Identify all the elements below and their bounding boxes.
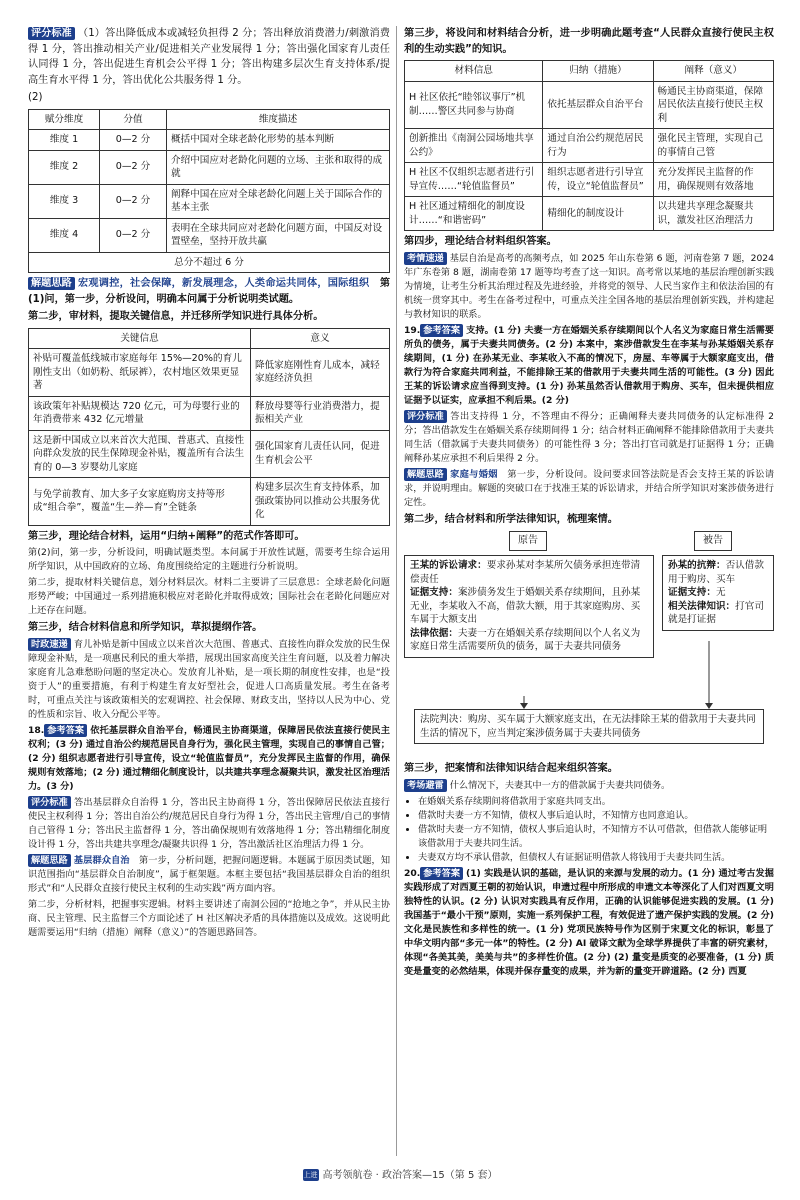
q19-idea: 解题思路 家庭与婚姻 第一步，分析设问。设问要求回答法院是否会支持王某的诉讼请求，并说明理由。解题的突破口在于找准王某的诉讼请求，并结合所学知识对案涉债务进行定性。 <box>404 468 775 508</box>
news-brief: 时政速递 育儿补贴是新中国成立以来首次大范围、普惠式、直接性向群众发放的民生保障现金补贴，是一项惠民利民的重大举措，展现出国家高度关注生育问题，以及着力解决家庭育儿急难愁盼问题的坚定决心。发放育儿补贴，是一项长期的制度性安排，也是“投资于人”的重要措施，有利于构建生育友好型社会，促进人口高质量发展。考生在备考时，可重点关注与该政策相关的宏观调控、社会保障、财政支出，坚持以人民为中心、党的性质和宗旨、收入分配公平等。 <box>28 638 390 720</box>
dimension-table <box>28 109 390 274</box>
q18-scoring: 评分标准 答出基层群众自治得 1 分，答出民主协商得 1 分，答出保障居民依法直接行使民主权利得 1 分；答出自治公约/规范居民自身行为得 1 分，答出民主管理/自己的事情自己管得 1 分；答出民主监督得 1 分，答出确保规则有效落地得 1 分；答出精细化制度设计得 1 分，答出共建共享理念/凝聚共识得 1 分，答出激活社区治理活力得 1 分。 <box>28 796 390 850</box>
table-row: 维度 2 0—2 分 介绍中国应对老龄化问题的立场、主张和取得的成就 <box>29 150 390 184</box>
tag-avoid-pitfall: 考场避雷 <box>404 779 447 792</box>
list-item: • 在婚姻关系存续期间将借款用于家庭共同支出。 <box>418 795 774 809</box>
tag-reference-answer: 参考答案 <box>44 724 87 737</box>
q18-idea: 解题思路 基层群众自治 第一步，分析问题，把握问题逻辑。本题属于原因类试题，知识范围指向“基层群众自治制度”，属于框架题。本框主要包括“我国基层群众自治的组织形式”和“人民群众直接行使民主权利的生动实践”两方面内容。 <box>28 854 391 894</box>
defendant-label: 被告 <box>694 531 732 551</box>
q2-step1: 第(2)问，第一步，分析设问，明确试题类型。本问属于开放性试题，需要考生综合运用所学知识，从中国政府的立场、角度围绕给定的主题进行分析说明。 <box>28 547 390 572</box>
q2-step2: 第二步，提取材料关键信息，划分材料层次。材料二主要讲了三层意思：全球老龄化问题形势严峻；中国通过一系列措施积极应对老龄化并取得成效；国际社会在老龄化问题应对上还存在问题。 <box>28 577 390 616</box>
tag-news-brief: 时政速递 <box>28 638 71 651</box>
table-row: 维度 4 0—2 分 表明在全球共同应对老龄化问题方面，中国反对设置壁垒，坚持开放共赢 <box>29 218 390 252</box>
diagram-arrows <box>404 531 774 739</box>
scoring-standard-q17-1: 评分标准 （1）答出降低成本或减轻负担得 2 分；答出释放消费潜力/刺激消费得 1 分，答出推动相关产业/促进相关产业发展得 1 分；答出强化国家育儿责任认同得 1 分，答出促进生育机会公平得 1 分；答出构建多层次生育支持体系/提高生育水平得 1 分，答出优化公共服务得 1 分。 <box>28 28 390 86</box>
list-item: • 夫妻双方均不承认借款，但债权人有证据证明借款人将钱用于夫妻共同生活。 <box>418 851 774 865</box>
table-row: 补贴可覆盖低线城市家庭每年 15%—20%的育儿刚性支出（如奶粉、纸尿裤），农村地区效果更显著 降低家庭刚性育儿成本，减轻家庭经济负担 <box>29 349 390 397</box>
exam-brief: 考情速递 基层自治是高考的高频考点，如 2025 年山东卷第 6 题，河南卷第 7 题，2024 年广东卷第 8 题，湖南卷第 17 题等均考查了这一知识。高考常以某地的基层治理创新实践为情境，让考生分析其治理过程及先进经验，并将党的领导、人民当家作主和依法治国的有机统一贯穿其中。考生在备考过程中，可重点关注全国各地的基层治理创新实践，并构建起与教材知识的联系。 <box>404 252 774 320</box>
plaintiff-box: 王某的诉讼请求：要求孙某对李某所欠债务承担连带清偿责任 证据支持：案涉债务发生于婚姻关系存续期间，且孙某无业，李某收入不高，借款大额，用于其家庭购房、买车属于大额支出 法律依据：夫妻一方在婚姻关系存续期间以个人名义为家庭日常生活需要所负的债务，属于夫妻共同债务 <box>404 555 654 658</box>
tag-scoring-standard: 评分标准 <box>28 27 75 40</box>
table-row <box>29 252 390 273</box>
table-row: H 社区依托“睦邻议事厅”机制……警区共同参与协商 依托基层群众自治平台 畅通民主协商渠道，保障居民依法直接行使民主权利 <box>405 81 774 129</box>
table-row: 维度 1 0—2 分 概括中国对全球老龄化形势的基本判断 <box>29 130 390 151</box>
list-item: • 借款时夫妻一方不知情，债权人事后追认时，不知情方不认可借款，但借款人能够证明该借款用于夫妻共同生活。 <box>418 823 774 851</box>
q19-answer: 19. 参考答案 支持。(1 分) 夫妻一方在婚姻关系存续期间以个人名义为家庭日常生活需要所负的债务，属于夫妻共同债务。(2 分) 本案中，案涉借款发生在李某与孙某婚姻关系存续期间，(1 分) 在孙某无业、李某收入不高的情况下，房屋、车等属于大额家庭支出，借款行为符合家庭共同利益，不能排除王某的借款用于夫妻共同生活的可能性。(3 分) 因此王某的诉讼请求应当得到支持。(1 分) 孙某虽然否认借款用于购房、买车，但未提供相应证据予以证实，应承担不利后果。(2 分) <box>404 324 774 406</box>
step-3b-text: 第三步，将设问和材料结合分析，进一步明确此题考查“人民群众直接行使民主权利的生动实践”的知识。 <box>404 28 774 55</box>
material-table: 材料信息 归纳（措施） 阐释（意义） H 社区依托“睦邻议事厅”机制……警区共同参与协商 依托基层群众自治平台 畅通民主协商渠道，保障居民依法直接行使民主权利 创新推出《南洞公园场地共享公约》 通过自治公约规范居民行为 强化民主管理，实现自己的事情自己管 H 社区不仅组织志愿者进行引导宣传……“轮值监督员” 组织志愿者进行引导宣传，设立“轮值监督员” 充分发挥民主监督的作用，确保规则有效落地 H 社区通过精细化的制度设计……“和谐密码” 精细化的制度设计 以共建共享理念凝聚共识，激发社区治理活力 <box>404 60 774 231</box>
dim-header-2: 维度描述 <box>167 109 390 130</box>
tag-reference-answer: 参考答案 <box>420 867 463 880</box>
plaintiff-label: 原告 <box>509 531 547 551</box>
q20-answer: 20. 参考答案 (1) 实践是认识的基础，是认识的来源与发展的动力。(1 分) 通过考古发掘实践形成了对西夏王朝的初始认识，申遗过程中所形成的申遗文本等深化了人们对西夏文明独特性的认识。(2 分) 认识对实践具有反作用，正确的认识能够促进实践的发展。(1 分) 我国基于“最小干预”原则，实施一系列保护工程，有效促进了遗产保护实践的发展。(2 分) 文化是民族性和多样性的统一。(1 分) 党项民族特号作为区别于宋夏文化的标识，彰显了中华文明内部“多元一体”的特性。(2 分) AI 破译文献为全球学界提供了丰富的研究素材，体现“各美其美，美美与共”的多样性价值。(2 分) (2) 量变是质变的必要准备，(1 分) 质变是量变的必然结果，体现并保存量变的成果，并为新的量变开辟道路。(2 分) 西夏 <box>404 867 775 977</box>
page-footer <box>0 1168 800 1184</box>
dim-header-0: 赋分维度 <box>29 109 100 130</box>
table-row: 这是新中国成立以来首次大范围、普惠式、直接性向群众发放的民生保障现金补贴，覆盖所有合法生育的 0—3 岁婴幼儿家庭 强化国家育儿责任认同，促进生育机会公平 <box>29 430 390 478</box>
q2-step3: 第三步，结合材料信息和所学知识，草拟提纲作答。 <box>28 622 263 633</box>
avoid-pitfall: 考场避雷 什么情况下，夫妻其中一方的借款属于夫妻共同债务。 <box>404 779 774 793</box>
footer-text: 高考领航卷 · 政治答案—15（第 5 套） <box>322 1170 498 1181</box>
q19-scoring: 评分标准 答出支持得 1 分，不答理由不得分；正确阐释夫妻共同债务的认定标准得 2 分；答出借款发生在婚姻关系存续期间得 1 分；结合材料正确阐释不能排除借款用于夫妻共同生活（借款属于夫妻共同债务）的可能性得 3 分；答出打官司就是打证据得 1 分；正确阐释孙某应承担不利后果得 2 分。 <box>404 410 774 464</box>
table-row: H 社区不仅组织志愿者进行引导宣传……“轮值监督员” 组织志愿者进行引导宣传，设立“轮值监督员” 充分发挥民主监督的作用，确保规则有效落地 <box>405 163 774 197</box>
table-row: 与免学前教育、加大多子女家庭购房支持等形成“组合拳”，覆盖“生—养—育”全链条 构建多层次生育支持体系，加强政策协同以推动公共服务优化 <box>29 478 390 526</box>
column-divider <box>396 26 397 1156</box>
dim-header-1: 分值 <box>100 109 167 130</box>
tag-solution-idea: 解题思路 <box>28 854 71 867</box>
solution-idea-q17: 解题思路 宏观调控，社会保障，新发展理念，人类命运共同体，国际组织 第(1)问，第一步，分析设问，明确本问属于分析说明类试题。 <box>28 278 391 305</box>
step-2-text: 第二步，审材料，提取关键信息，并迁移所学知识进行具体分析。 <box>28 311 324 322</box>
table-row: 创新推出《南洞公园场地共享公约》 通过自治公约规范居民行为 强化民主管理，实现自己的事情自己管 <box>405 129 774 163</box>
tag-exam-brief: 考情速递 <box>404 252 447 265</box>
q18-answer: 18. 参考答案 依托基层群众自治平台，畅通民主协商渠道，保障居民依法直接行使民主权利；(3 分) 通过自治公约规范居民自身行为，强化民主管理，实现自己的事情自己管；(2 分) 组织志愿者进行引导宣传，设立“轮值监督员”，充分发挥民主监督的作用，确保规则有效落地；(2 分) 通过精细化制度设计，以共建共享理念凝聚共识，激发社区治理活力。(3 分) <box>28 724 390 792</box>
idea-keywords: 宏观调控，社会保障，新发展理念，人类命运共同体，国际组织 <box>77 278 370 289</box>
left-column <box>28 26 390 942</box>
step-3c-text: 第三步，把案情和法律知识结合起来组织答案。 <box>404 763 618 774</box>
step-4-text: 第四步，理论结合材料组织答案。 <box>404 236 557 247</box>
defendant-box: 孙某的抗辩：否认借款用于购房、买车 证据支持：无 相关法律知识：打官司就是打证据 <box>662 555 774 631</box>
table-row: 该政策年补贴规模达 720 亿元，可为母婴行业的年消费带来 432 亿元增量 释放母婴等行业消费潜力，提振相关产业 <box>29 396 390 430</box>
verdict-box: 法院判决：购房、买车属于大额家庭支出，在无法排除王某的借款用于夫妻共同生活的情况下，应当判定案涉债务属于夫妻共同债务 <box>414 709 764 744</box>
tag-scoring-standard: 评分标准 <box>404 410 447 423</box>
tag-scoring-standard: 评分标准 <box>28 796 71 809</box>
tag-solution-idea: 解题思路 <box>404 468 447 481</box>
table-row: 维度 3 0—2 分 阐释中国在应对全球老龄化问题上关于国际合作的基本主张 <box>29 184 390 218</box>
case-diagram <box>404 531 774 739</box>
dim-total: 总分不超过 6 分 <box>29 252 390 273</box>
tag-reference-answer: 参考答案 <box>420 324 463 337</box>
q17-2-mark: (2) <box>28 92 43 103</box>
brand-logo: 上进 <box>303 1171 318 1179</box>
list-item: • 借款时夫妻一方不知情，债权人事后追认时，不知情方也同意追认。 <box>418 809 774 823</box>
tag-solution-idea: 解题思路 <box>28 277 75 290</box>
q18-idea-step2: 第二步，分析材料，把握事实逻辑。材料主要讲述了南洞公园的“抢地之争”，并从民主协商、民主管理、民主监督三个方面论述了 H 社区解决矛盾的具体措施以及成效。这说明此题需要运用“归纳（措施）阐释（意义）”的答题思路回答。 <box>28 898 390 938</box>
key-info-table: 关键信息 意义 补贴可覆盖低线城市家庭每年 15%—20%的育儿刚性支出（如奶粉、纸尿裤），农村地区效果更显著 降低家庭刚性育儿成本，减轻家庭经济负担 该政策年补贴规模达 720 亿元，可为母婴行业的年消费带来 432 亿元增量 释放母婴等行业消费潜力，提振相关产业 这是新中国成立以来首次大范围、普惠式、直接性向群众发放的民生保障现金补贴，覆盖所有合法生育的 0—3 岁婴幼儿家庭 强化国家育儿责任认同，促进生育机会公平 与免学前教育、加大多子女家庭购房支持等形成“组合拳”，覆盖“生—养—育”全链条 构建多层次生育支持体系，加强政策协同以推动公共服务优化 <box>28 328 390 526</box>
right-column <box>404 26 774 981</box>
q19-idea-step2: 第二步，结合材料和所学法律知识，梳理案情。 <box>404 513 618 525</box>
avoid-list <box>404 795 774 865</box>
table-row: H 社区通过精细化的制度设计……“和谐密码” 精细化的制度设计 以共建共享理念凝聚共识，激发社区治理活力 <box>405 197 774 231</box>
step-3a-text: 第三步，理论结合材料，运用“归纳+阐释”的范式作答即可。 <box>28 530 305 542</box>
